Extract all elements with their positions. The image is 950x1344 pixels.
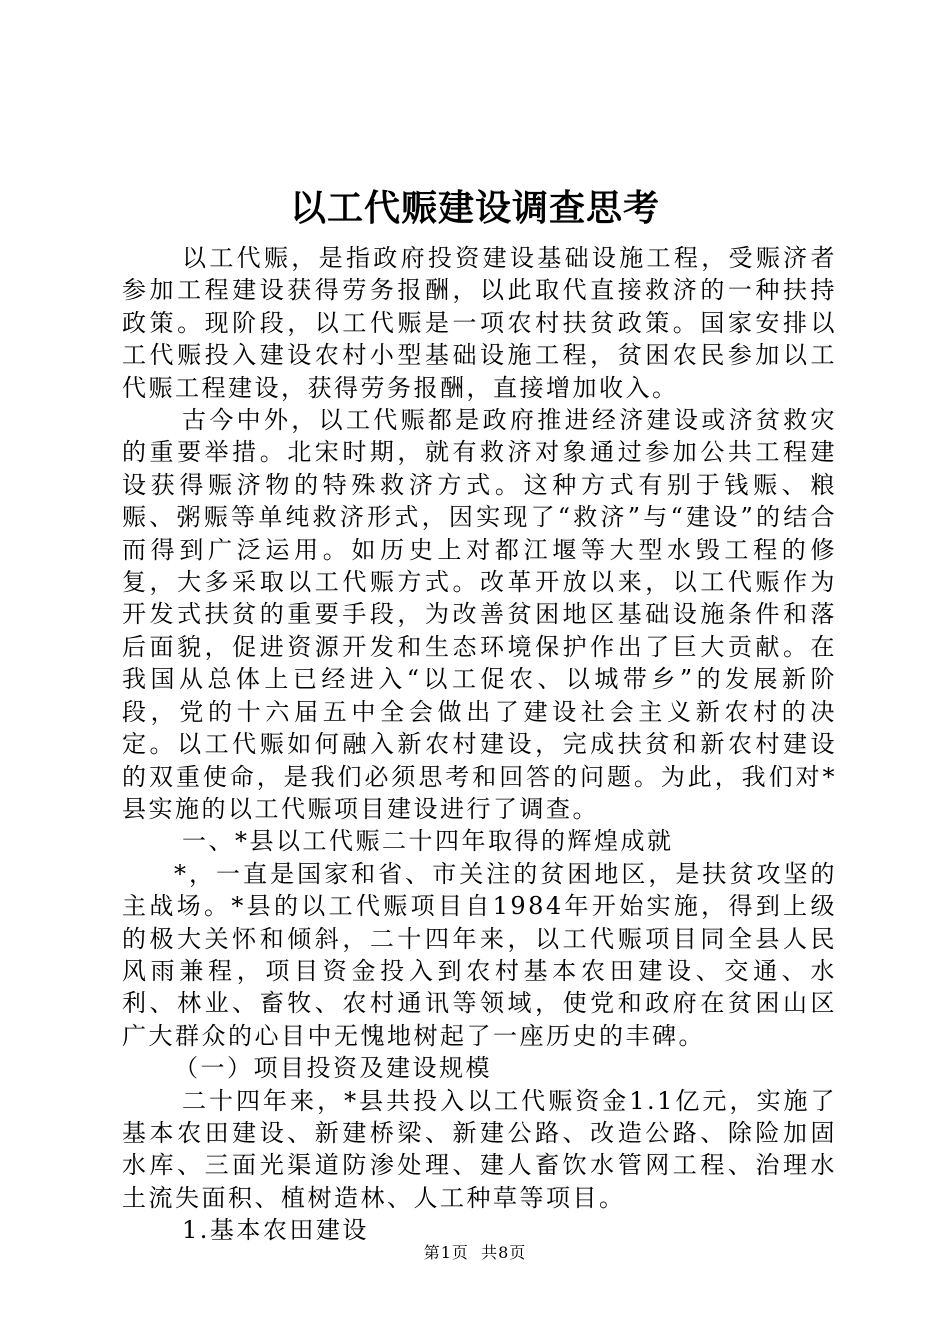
section-heading-achievements: 一、*县以工代赈二十四年取得的辉煌成就 (182, 827, 674, 856)
item-heading-farmland: 1.基本农田建设 (182, 1216, 369, 1245)
document-title: 以工代赈建设调查思考 (289, 188, 660, 229)
subsection-heading-investment: （一）项目投资及建设规模 (174, 1054, 492, 1083)
paragraph-history: 古今中外，以工代赈都是政府推进经济建设或济贫救灾的重要举措。北宋时期，就有救济对象通过参加公共工程建设获得赈济物的特殊救济方式。这种方式有别于钱赈、粮赈、粥赈等单纯救济形式，因实现了“救济”与“建设”的结合而得到广泛运用。如历史上对都江堰等大型水毁工程的修复，大多采取以工代赈方式。改革开放以来，以工代赈作为开发式扶贫的重要手段，为改善贫困地区基础设施条件和落后面貌，促进资源开发和生态环境保护作出了巨大贡献。在我国从总体上已经进入“以工促农、以城带乡”的发展新阶段，党的十六届五中全会做出了建设社会主义新农村的决定。以工代赈如何融入新农村建设，完成扶贫和新农村建设的双重使命，是我们必须思考和回答的问题。为此，我们对*县实施的以工代赈项目建设进行了调查。 (122, 406, 837, 823)
document-body (122, 242, 837, 1247)
paragraph-definition: 以工代赈，是指政府投资建设基础设施工程，受赈济者参加工程建设获得劳务报酬，以此取代直接救济的一种扶持政策。现阶段，以工代赈是一项农村扶贫政策。国家安排以工代赈投入建设农村小型基础设施工程，贫困农民参加以工代赈工程建设，获得劳务报酬，直接增加收入。 (122, 244, 837, 402)
page-number: 第1页 共8页 (423, 1243, 527, 1262)
page-footer (0, 1242, 950, 1264)
paragraph-county-overview: *，一直是国家和省、市关注的贫困地区，是扶贫攻坚的主战场。*县的以工代赈项目自1984年开始实施，得到上级的极大关怀和倾斜，二十四年来，以工代赈项目同全县人民风雨兼程，项目资金投入到农村基本农田建设、交通、水利、林业、畜牧、农村通讯等领域，使党和政府在贫困山区广大群众的心目中无愧地树起了一座历史的丰碑。 (122, 859, 837, 1050)
paragraph-investment: 二十四年来，*县共投入以工代赈资金1.1亿元，实施了基本农田建设、新建桥梁、新建公路、改造公路、除险加固水库、三面光渠道防渗处理、建人畜饮水管网工程、治理水土流失面积、植树造林、人工种草等项目。 (122, 1086, 837, 1212)
